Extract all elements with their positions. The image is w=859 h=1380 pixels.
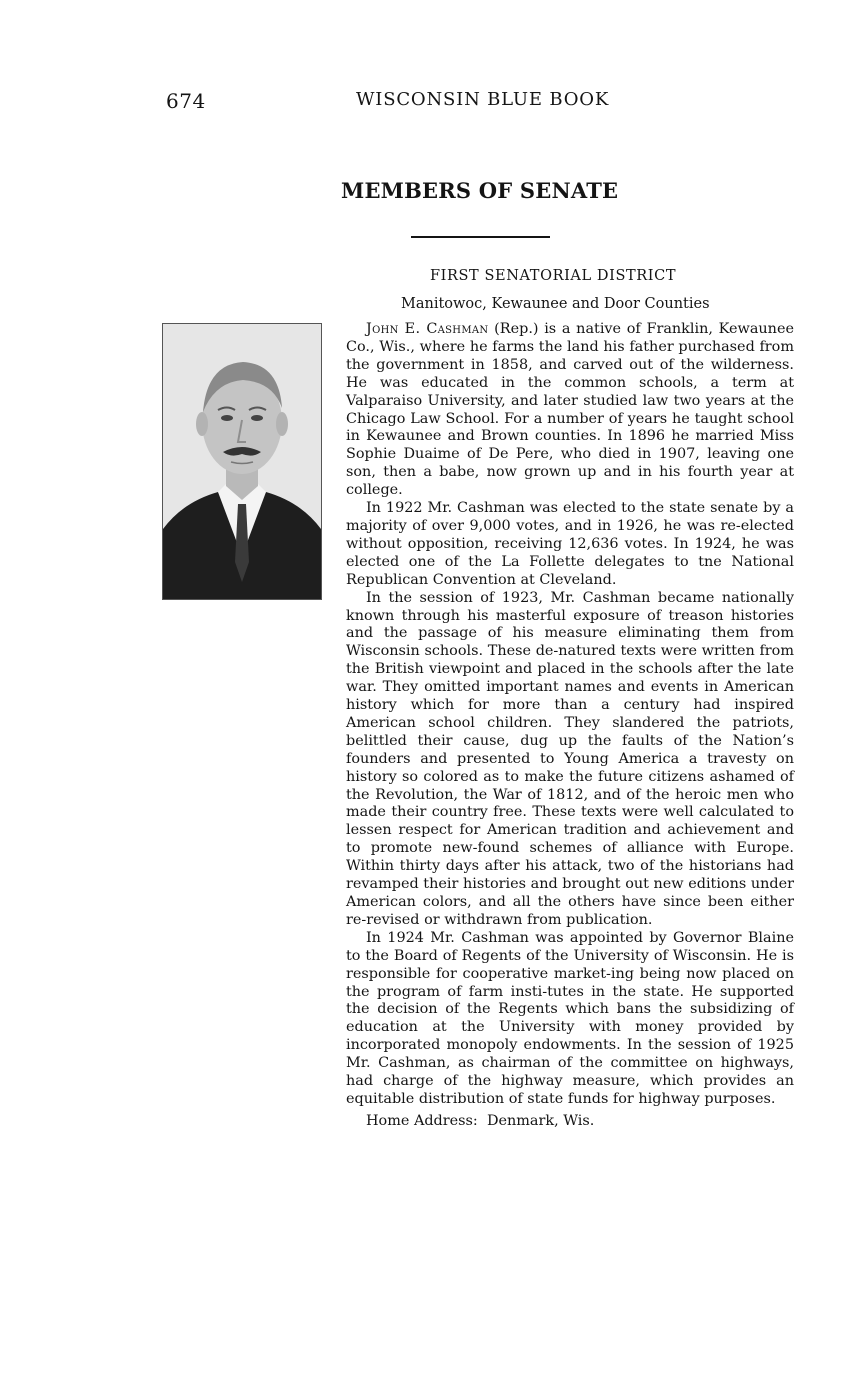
section-title: MEMBERS OF SENATE bbox=[341, 178, 619, 203]
bio-paragraph-1 bbox=[346, 321, 794, 500]
home-address-value: Denmark, Wis. bbox=[486, 1112, 595, 1129]
counties-subheading: Manitowoc, Kewaunee and Door Counties bbox=[401, 296, 710, 312]
bio-paragraph-3: In the session of 1923, Mr. Cashman became nationally known through his masterful exposure of treason histories and the passage of his measure eliminating them from Wisconsin schools. These de-natured texts were written from the British viewpoint and placed in the schools after the late war. They omitted important names and events in American history which for more than a century had inspired American school children. They slandered the patriots, belittled their cause, dug up the faults of the Nation’s founders and presented to Young America a travesty on history so colored as to make the future citizens ashamed of the Revolution, the War of 1812, and of the heroic men who made their country free. These texts were well calculated to lessen respect for American tradition and achievement and to promote new-found schemes of alliance with Europe. Within thirty days after his attack, two of the historians had revamped their histories and brought out new editions under American colors, and all the others have since been either re-revised or withdrawn from publication. bbox=[346, 589, 794, 928]
bio-paragraph-2: In 1922 Mr. Cashman was elected to the state senate by a majority of over 9,000 votes, and in 1926, he was re-elected without opposition, receiving 12,636 votes. In 1924, he was elected one of the La Follette delegates to tne National Republican Convention at Cleveland. bbox=[346, 500, 794, 588]
senator-name: John E. Cashman bbox=[366, 321, 489, 337]
home-address-label: Home Address: bbox=[366, 1112, 478, 1129]
running-head: WISCONSIN BLUE BOOK bbox=[356, 89, 610, 110]
home-address bbox=[346, 1113, 794, 1131]
page-number: 674 bbox=[166, 89, 206, 113]
portrait-icon bbox=[163, 324, 321, 599]
title-rule bbox=[411, 236, 550, 238]
bio-paragraph-4: In 1924 Mr. Cashman was appointed by Governor Blaine to the Board of Regents of the University of Wisconsin. He is responsible for cooperative market-ing being now placed on the program of farm insti-tutes in the state. He supported the decision of the Regents which bans the subsidizing of education at the University with money provided by incorporated monopoly endowments. In the session of 1925 Mr. Cashman, as chairman of the committee on highways, had charge of the highway measure, which provides an equitable distribution of state funds for highway purposes. bbox=[346, 929, 794, 1107]
bio-paragraph-1-text: (Rep.) is a native of Franklin, Kewaunee Co., Wis., where he farms the land his father purchased from the government in 1858, and carved out of the wilderness. He was educated in the common schools, a term at Valparaiso University, and later studied law two years at the Chicago Law School. For a number of years he taught school in Kewaunee and Brown counties. In 1896 he married Miss Sophie Duaime of De Pere, who died in 1907, leaving one son, then a babe, now grown up and in his fourth year at college. bbox=[346, 321, 794, 499]
biography bbox=[346, 321, 794, 1131]
district-heading: FIRST SENATORIAL DISTRICT bbox=[430, 268, 677, 284]
portrait-photo bbox=[162, 323, 322, 600]
